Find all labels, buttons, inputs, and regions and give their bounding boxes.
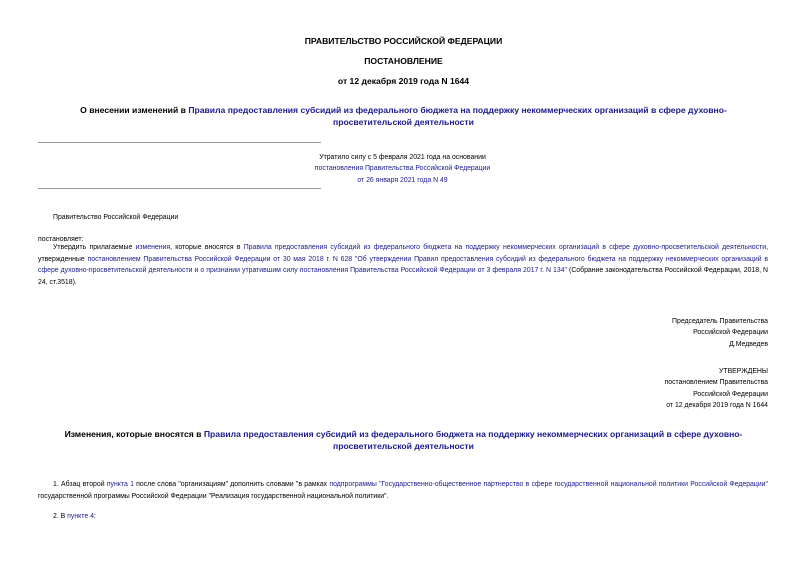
- approved-org: Российской Федерации: [693, 390, 768, 398]
- expiry-decree-date-link[interactable]: от 26 января 2021 года N 49: [357, 176, 448, 184]
- title-prefix: О внесении изменений в: [80, 105, 189, 115]
- decree-date-number: от 12 декабря 2019 года N 1644: [337, 76, 470, 86]
- signature-block: [672, 316, 768, 350]
- p1-text-d: (Собрание законодательства Российской Федерации, 2018, N 24, ст.3518).: [38, 267, 769, 286]
- subprogram-link[interactable]: подпрограммы "Государственно-общественное партнерство в сфере государственной национальной политики Российской Федерации": [329, 481, 768, 488]
- changes-title: [0, 428, 807, 452]
- item2-text-b: :: [93, 513, 96, 520]
- changes-title-prefix: Изменения, которые вносятся в: [64, 429, 204, 439]
- changes-rules-link[interactable]: Правила предоставления субсидий из федерального бюджета на поддержку некоммерческих организаций в сфере духовно-: [203, 429, 743, 439]
- approved-block: [665, 366, 769, 411]
- item-1: [38, 479, 768, 502]
- p1-text-a: Утвердить прилагаемые: [53, 244, 136, 251]
- p1-text-b: , которые вносятся в: [170, 244, 244, 251]
- government-heading: ПРАВИТЕЛЬСТВО РОССИЙСКОЙ ФЕДЕРАЦИИ: [304, 36, 503, 46]
- item1-text-c: государственной программы Российской Федерации "Реализация государственной национальной политики".: [38, 492, 389, 500]
- point-1-link[interactable]: пункта 1: [106, 481, 134, 488]
- expiry-note: [240, 152, 565, 186]
- document-title: [0, 104, 807, 128]
- approved-by: постановлением Правительства: [664, 379, 768, 387]
- doc-type-heading: ПОСТАНОВЛЕНИЕ: [364, 56, 443, 66]
- main-paragraph: [38, 242, 768, 288]
- p1-text-c: , утвержденные: [38, 244, 768, 263]
- government-subject: Правительство Российской Федерации: [53, 214, 179, 221]
- item2-text-a: 2. В: [53, 513, 68, 520]
- decrees-word: постановляет:: [38, 236, 84, 243]
- decree-628-link[interactable]: постановлением Правительства Российской Федерации от 30 мая 2018 г. N 628 "Об утверждении Правил предоставления субсидий из федерального бюджета на поддержку некоммерческих организаций в сфере духовно-просветительской деятельности и о признании утратившим силу постановления Правительства Российской Федерации от 3 февраля 2017 г. N 134": [38, 255, 768, 274]
- item1-text-b: после слова "организациям" дополнить словами "в рамках: [133, 481, 330, 488]
- signature-org: Российской Федерации: [693, 329, 768, 337]
- title-rules-link-cont[interactable]: просветительской деятельности: [333, 117, 474, 127]
- point-4-link[interactable]: пункте 4: [67, 513, 94, 520]
- approved-label: УТВЕРЖДЕНЫ: [719, 368, 768, 375]
- item-2: [53, 511, 96, 522]
- divider-top: [38, 142, 321, 143]
- approved-date: от 12 декабря 2019 года N 1644: [666, 401, 768, 409]
- signature-title: Председатель Правительства: [672, 318, 768, 325]
- expiry-note-text: Утратило силу с 5 февраля 2021 года на основании: [319, 154, 486, 161]
- changes-rules-link-cont[interactable]: просветительской деятельности: [333, 441, 474, 451]
- signature-name: Д.Медведев: [729, 340, 768, 348]
- changes-link[interactable]: изменения: [135, 244, 171, 251]
- divider-bottom: [38, 188, 321, 189]
- item1-text-a: 1. Абзац второй: [53, 481, 107, 488]
- expiry-decree-link[interactable]: постановления Правительства Российской Федерации: [314, 165, 491, 173]
- rules-link[interactable]: Правила предоставления субсидий из федерального бюджета на поддержку некоммерческих организаций в сфере духовно-просветительской деятельности: [243, 244, 767, 251]
- title-rules-link[interactable]: Правила предоставления субсидий из федерального бюджета на поддержку некоммерческих организаций в сфере духовно-: [188, 105, 727, 115]
